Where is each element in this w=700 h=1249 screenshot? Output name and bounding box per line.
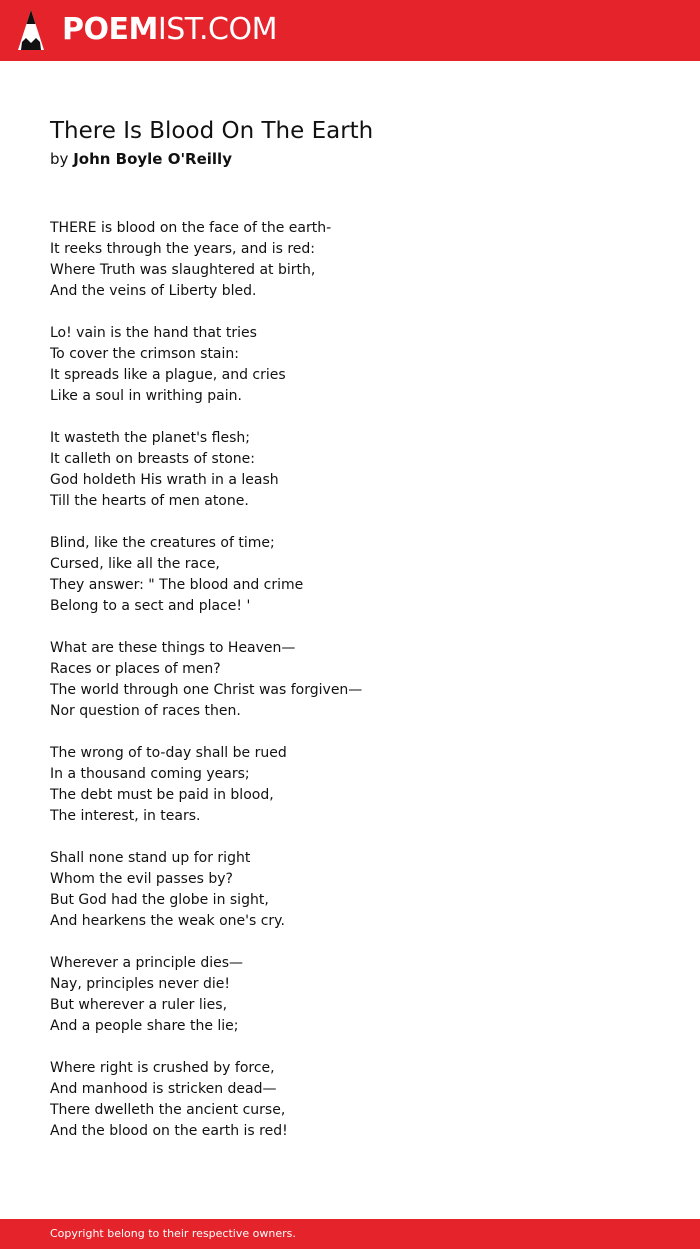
poem-line: Whom the evil passes by? [50,871,233,887]
poem-line: Where right is crushed by force, [50,1060,275,1076]
byline-prefix: by [50,150,69,168]
stanza [50,848,650,932]
poem-line: Where Truth was slaughtered at birth, [50,262,316,278]
poem-line: Shall none stand up for right [50,850,251,866]
poem-line: Till the hearts of men atone. [50,493,249,509]
stanza [50,218,650,302]
poem-line: And hearkens the weak one's cry. [50,913,285,929]
poem-line: And the blood on the earth is red! [50,1123,288,1139]
poem-line: It calleth on breasts of stone: [50,451,255,467]
stanza [50,533,650,617]
poem-line: The wrong of to-day shall be rued [50,745,287,761]
stanza [50,638,650,722]
poem-line: Races or places of men? [50,661,221,677]
poem-line: THERE is blood on the face of the earth- [50,220,332,236]
stanza [50,743,650,827]
site-footer [0,1219,700,1249]
poem-line: There dwelleth the ancient curse, [50,1102,286,1118]
poem-line: In a thousand coming years; [50,766,250,782]
poem-line: It wasteth the planet's flesh; [50,430,250,446]
poem-line: They answer: " The blood and crime [50,577,304,593]
poem-line: Nor question of races then. [50,703,241,719]
poem-line: And manhood is stricken dead— [50,1081,277,1097]
poem-line: Nay, principles never die! [50,976,230,992]
stanza [50,1058,650,1142]
poem-line: Wherever a principle dies— [50,955,244,971]
logo-light-text: IST.COM [157,12,277,47]
poem-line: But wherever a ruler lies, [50,997,228,1013]
poem-line: The debt must be paid in blood, [50,787,274,803]
author-name: John Boyle O'Reilly [73,150,232,168]
site-logo[interactable] [62,12,277,48]
poem-line: God holdeth His wrath in a leash [50,472,279,488]
logo-bold-text: POEM [62,12,158,47]
poem-title: There Is Blood On The Earth [50,118,374,144]
poem-line: It spreads like a plague, and cries [50,367,286,383]
poem-line: And a people share the lie; [50,1018,239,1034]
stanza [50,953,650,1037]
stanza [50,428,650,512]
poem-line: Belong to a sect and place! ' [50,598,251,614]
site-header [0,0,700,61]
poem-body [50,218,650,1163]
poem-line: Like a soul in writhing pain. [50,388,242,404]
poem-line: To cover the crimson stain: [50,346,239,362]
stanza [50,323,650,407]
poem-line: The world through one Christ was forgiven— [50,682,363,698]
poem-line: Lo! vain is the hand that tries [50,325,257,341]
copyright-notice: Copyright belong to their respective owners. [50,1227,296,1240]
poem-line: But God had the globe in sight, [50,892,269,908]
byline [50,148,232,170]
poem-line: Blind, like the creatures of time; [50,535,275,551]
poem-line: The interest, in tears. [50,808,201,824]
poem-line: What are these things to Heaven— [50,640,296,656]
poem-line: Cursed, like all the race, [50,556,220,572]
poem-line: It reeks through the years, and is red: [50,241,315,257]
poem-line: And the veins of Liberty bled. [50,283,257,299]
pencil-icon[interactable] [17,9,45,52]
